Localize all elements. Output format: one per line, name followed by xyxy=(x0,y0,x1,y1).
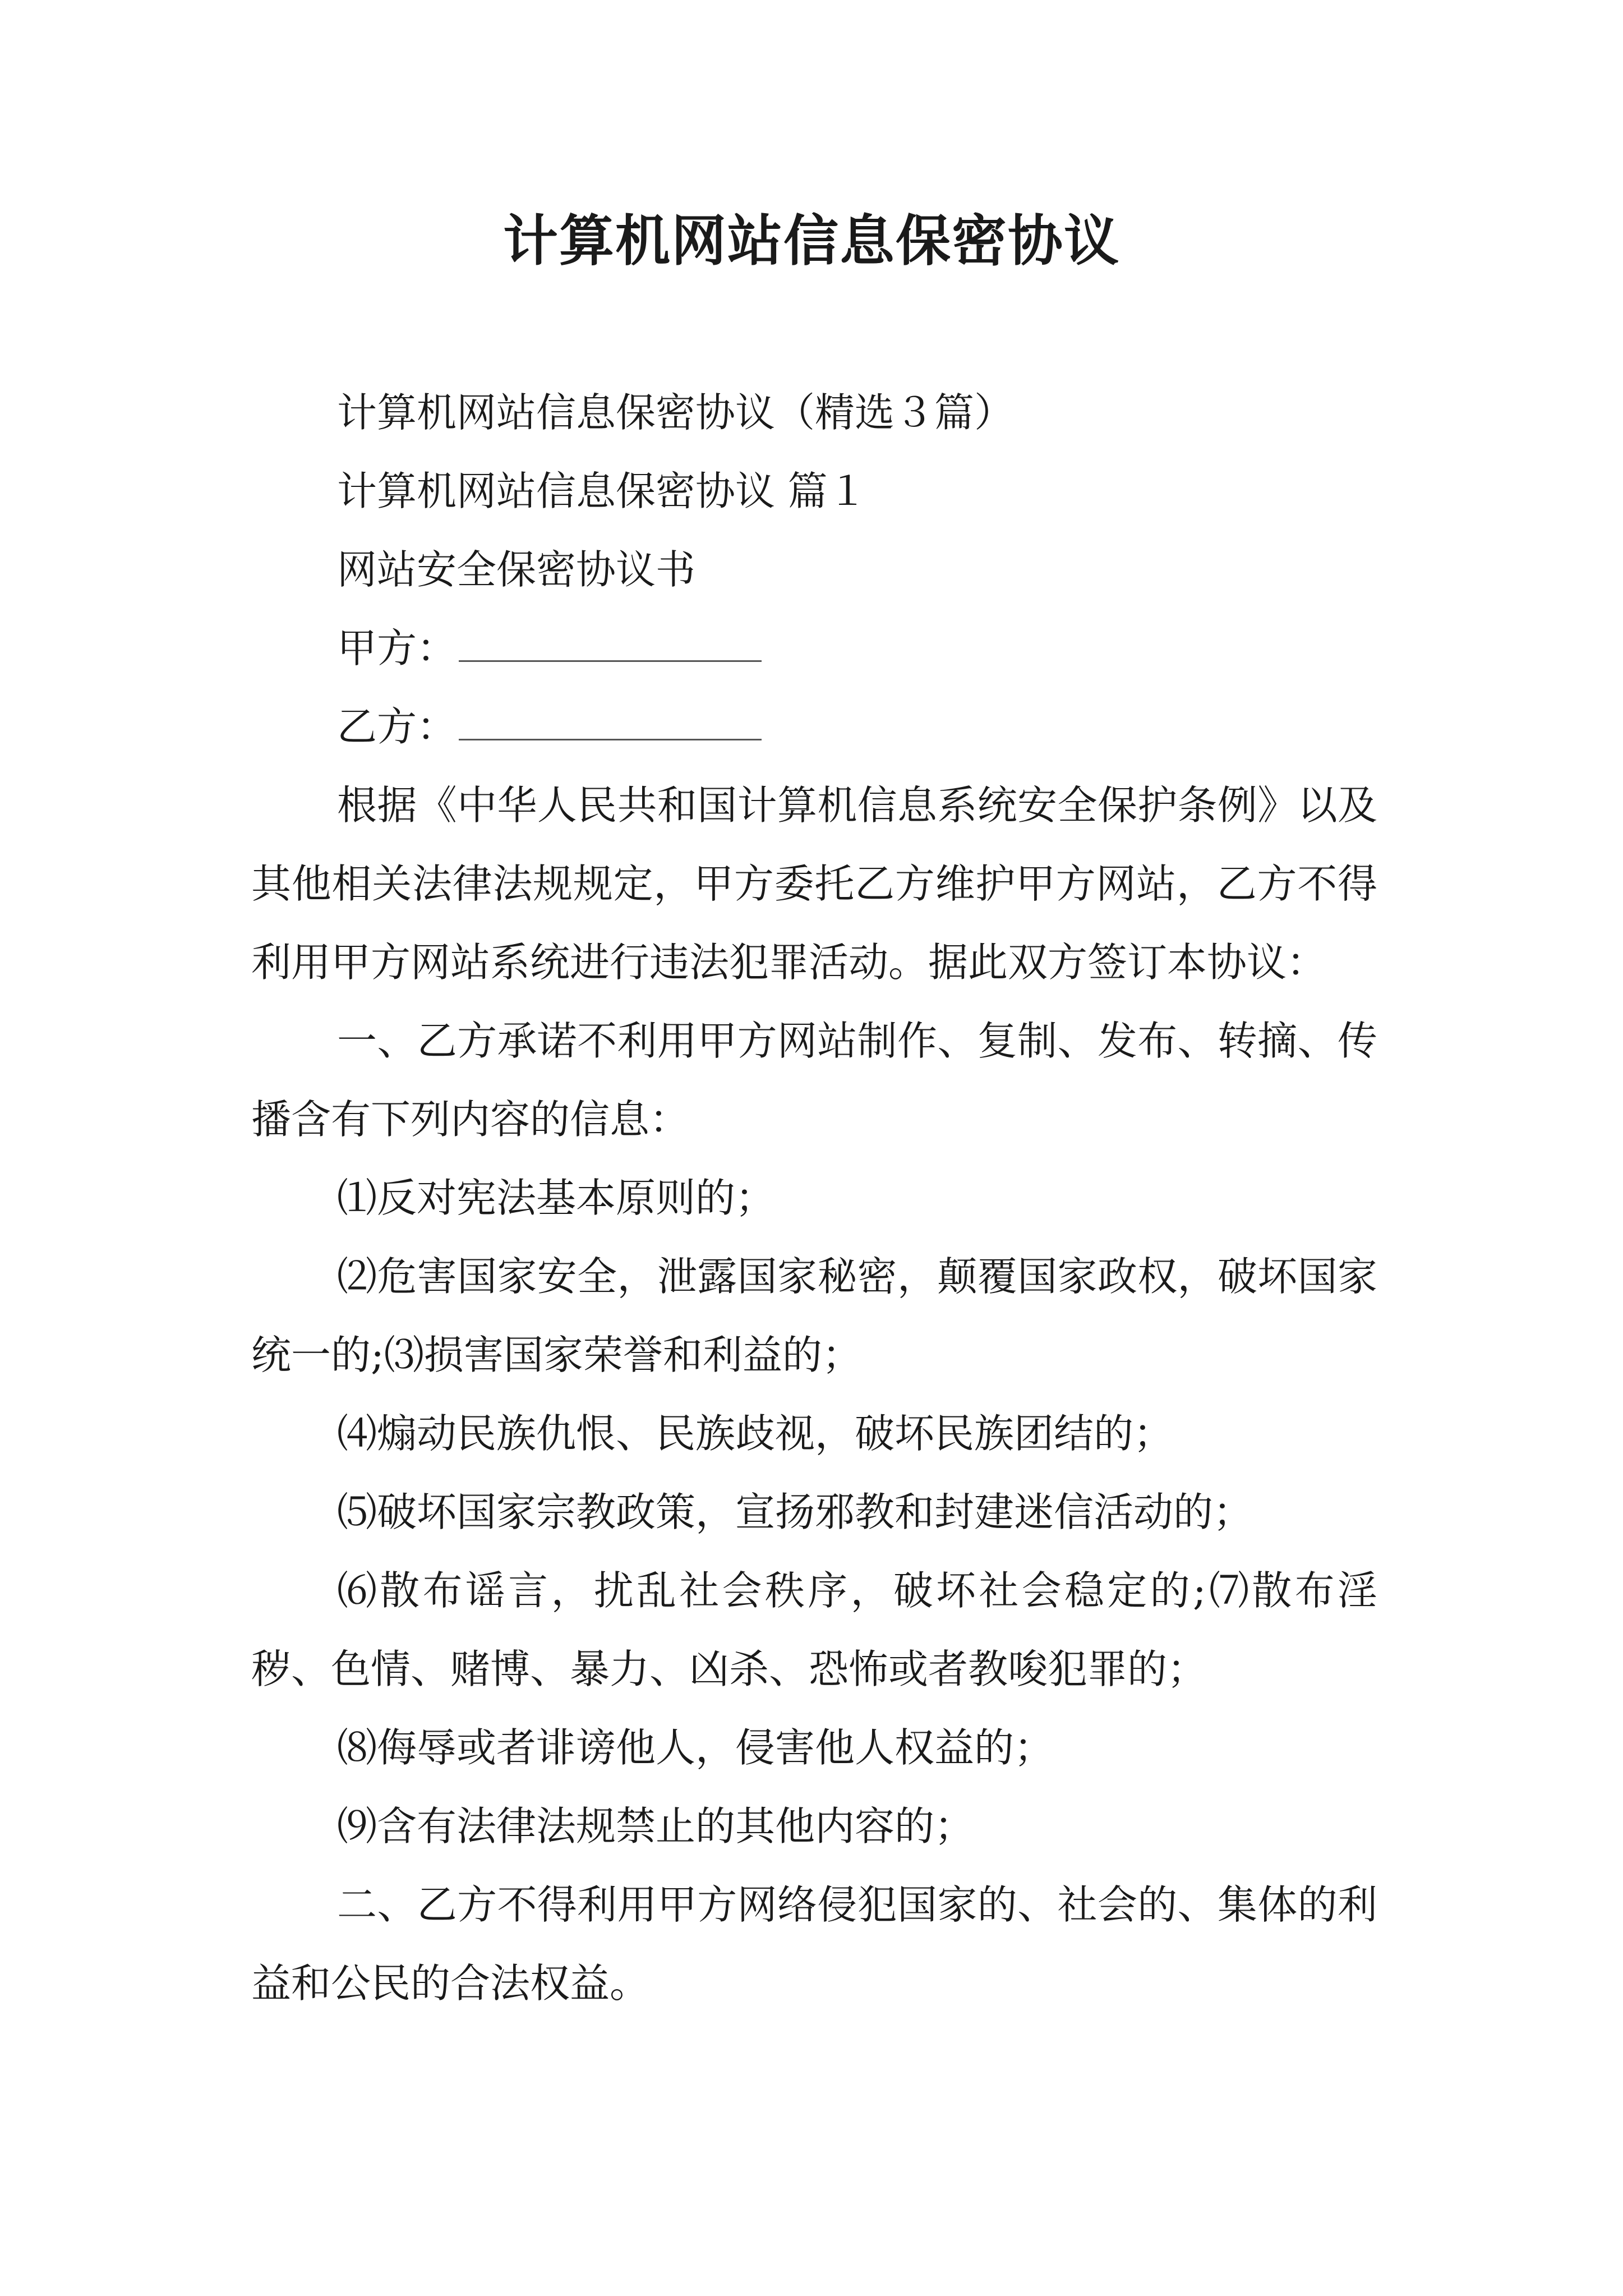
party-a-blank xyxy=(459,627,762,662)
clause-item: ⑴反对宪法基本原则的； xyxy=(337,1175,776,1221)
clause-item: ⑹散布谣言，扰乱社会秩序，破坏社会稳定的;⑺散布淫秽、色情、赌博、暴力、凶杀、恐怖或者教唆犯罪的； xyxy=(251,1567,1377,1692)
document-body xyxy=(251,374,1377,2023)
chapter-heading: 计算机网站信息保密协议 篇１ xyxy=(337,468,868,514)
clause-item: ⑷煽动民族仇恨、民族歧视，破坏民族团结的； xyxy=(337,1410,1174,1457)
party-a-line xyxy=(251,609,1377,688)
clause-item: ⑸破坏国家宗教政策，宣扬邪教和封建迷信活动的； xyxy=(337,1489,1253,1535)
document-subtitle: 计算机网站信息保密协议（精选３篇） xyxy=(337,389,1015,436)
agreement-name: 网站安全保密协议书 xyxy=(337,546,696,593)
party-b-blank xyxy=(459,705,762,740)
party-b-label: 乙方： xyxy=(337,703,457,750)
clause-2: 二、乙方不得利用甲方网络侵犯国家的、社会的、集体的利益和公民的合法权益。 xyxy=(251,1881,1377,2007)
clause-item: ⑻侮辱或者诽谤他人，侵害他人权益的； xyxy=(337,1724,1054,1771)
document-title: 计算机网站信息保密协议 xyxy=(502,209,1120,273)
clause-item: ⑼含有法律法规禁止的其他内容的； xyxy=(337,1803,975,1849)
intro-paragraph: 根据《中华人民共和国计算机信息系统安全保护条例》以及其他相关法律法规规定，甲方委托乙方维护甲方网站，乙方不得利用甲方网站系统进行违法犯罪活动。据此双方签订本协议： xyxy=(251,782,1377,986)
party-b-line xyxy=(251,688,1377,766)
clause-1-intro: 一、乙方承诺不利用甲方网站制作、复制、发布、转摘、传播含有下列内容的信息： xyxy=(251,1018,1377,1143)
clause-item: ⑵危害国家安全，泄露国家秘密，颠覆国家政权，破坏国家统一的;⑶损害国家荣誉和利益的； xyxy=(251,1253,1377,1378)
party-a-label: 甲方： xyxy=(337,625,457,671)
